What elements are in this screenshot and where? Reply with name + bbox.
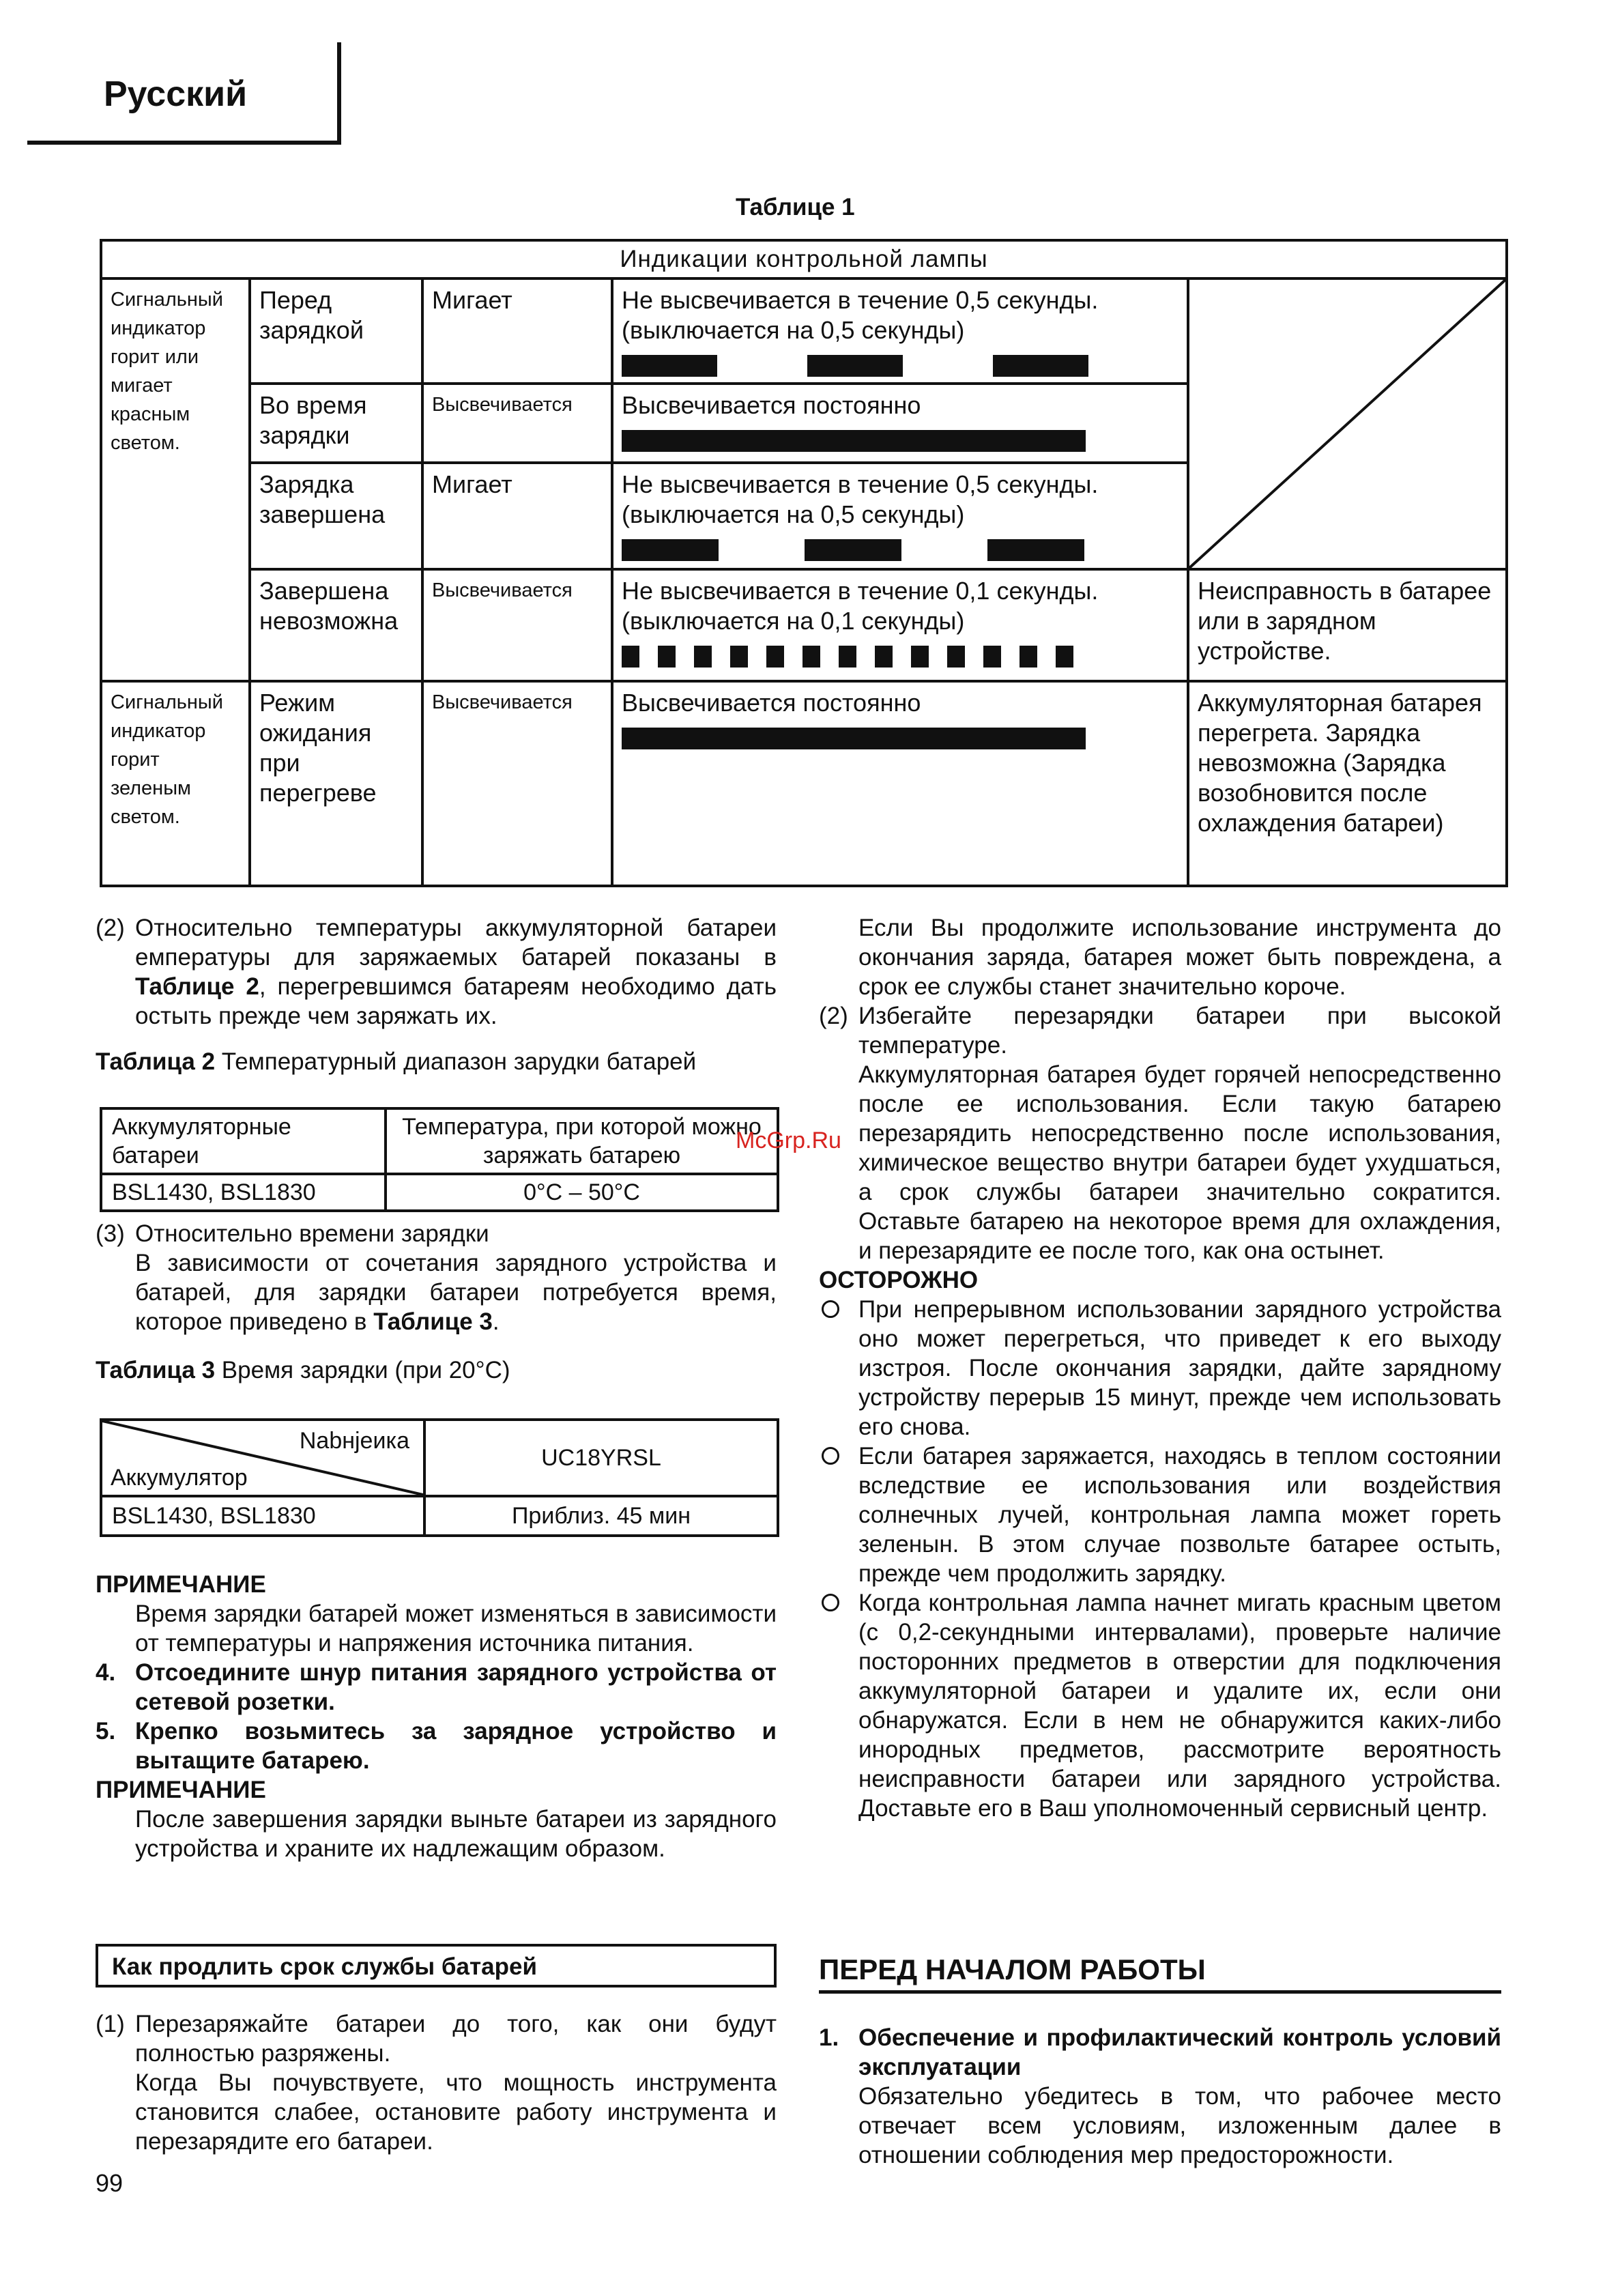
table3-caption-text: Время зарядки (при 20°C) [215, 1357, 510, 1383]
item-text: Относительно температуры аккумуляторной батареи емпературы для заряжаемых батарей показаны в [135, 915, 777, 971]
item-text: Перезаряжайте батареи до того, как они будут полностью разряжены. [135, 2011, 777, 2067]
left-column-mid [96, 1219, 777, 1385]
table-row [101, 1420, 778, 1496]
tab-underline [27, 141, 341, 145]
phase-cell: Зарядка завершена [250, 463, 422, 569]
step-item [96, 1658, 777, 1717]
page-number: 99 [96, 2169, 124, 2197]
note-text: Время зарядки батарей может изменяться в зависимости от температуры и напряжения источника питания. [135, 1601, 777, 1656]
table3-caption [96, 1355, 777, 1385]
blink-pattern-bars [622, 355, 1179, 377]
table-cell: Приблиз. 45 мин [424, 1496, 778, 1536]
table-cell: 0°C – 50°C [386, 1174, 778, 1211]
item-number: (1) [96, 2011, 125, 2037]
left-column-tips [96, 2009, 777, 2156]
phase-cell: Завершена невозможна [250, 569, 422, 681]
item-text-part: . [492, 1308, 500, 1335]
note-cell: Аккумуляторная батарея перегрета. Зарядка невозможна (Зарядка возобновится после охлаждения батареи) [1188, 681, 1507, 886]
fast-blink-pattern-bars [622, 646, 1179, 668]
item-text: Аккумуляторная батарея будет горячей непосредственно после ее использования. Если такую батарею перезарядить непосредственно после использования, химическое вещество внутри батареи будет ухудшаться, а срок службы батареи значительно сократится. Оставьте батарею на некоторое время для охлаждения, и перезарядите ее после того, как она остынет. [858, 1061, 1501, 1264]
pattern-bar [911, 646, 929, 668]
table-corner-cell [101, 1420, 424, 1496]
note-title: ПРИМЕЧАНИЕ [96, 1777, 266, 1803]
table-cell: BSL1430, BSL1830 [101, 1496, 424, 1536]
phase-cell: Во время зарядки [250, 384, 422, 463]
pattern-bar [622, 728, 1086, 749]
pattern-bar [1056, 646, 1073, 668]
solid-pattern-bar [622, 728, 1179, 749]
red-group-label: Сигнальный индикатор горит или мигает красным светом. [101, 278, 250, 681]
list-item [819, 1001, 1501, 1265]
table3-caption-label: Таблица 3 [96, 1357, 216, 1383]
pattern-bar [805, 539, 901, 561]
description-text: Не высвечивается в течение 0,5 секунды. (выключается на 0,5 секунды) [622, 286, 1099, 344]
table-row [101, 278, 1507, 384]
section-item-title: Обеспечение и профилактический контроль условий эксплуатации [858, 2024, 1501, 2080]
indicator-table [100, 239, 1508, 887]
phase-cell: Режим ожидания при перегреве [250, 681, 422, 886]
left-column-top [96, 913, 777, 1076]
caution-bullet [819, 1441, 1501, 1588]
battery-life-box [96, 1944, 777, 1988]
bullet-text: Когда контрольная лампа начнет мигать красным цветом (с 0,2-секундными интервалами), проверьте наличие посторонних предметов в отверстии для подключения аккумуляторной батареи и удалите их, если они обнаружатся. Если в нем не обнаружится каких-либо инородных предметов, рассмотрите вероятность неисправности батареи или зарядного устройства. Доставьте его в Ваш уполномоченный сервисный центр. [858, 1590, 1501, 1822]
item-number: (2) [819, 1003, 848, 1029]
description-text: Высвечивается постоянно [622, 391, 921, 419]
table-reference: Таблице 2 [135, 973, 259, 1000]
table-row [101, 1496, 778, 1536]
step-text: Отсоедините шнур питания зарядного устройства от сетевой розетки. [135, 1659, 777, 1715]
lamp-state-cell: Мигает [422, 278, 612, 384]
charge-time-table [100, 1418, 779, 1537]
note-title: ПРИМЕЧАНИЕ [96, 1571, 266, 1598]
section-item-text: Обязательно убедитесь в том, что рабочее место отвечает всем условиям, изложенным далее в отношении соблюдения мер предосторожности. [858, 2083, 1501, 2168]
watermark: McGrp.Ru [736, 1128, 841, 1153]
diagonal-line [1189, 280, 1505, 568]
pattern-bar [622, 646, 639, 668]
note-text: После завершения зарядки выньте батареи из зарядного устройства и храните их надлежащим образом. [135, 1806, 777, 1862]
list-item [96, 1219, 777, 1336]
pattern-bar [983, 646, 1001, 668]
table-row [101, 681, 1507, 886]
caution-bullet [819, 1295, 1501, 1441]
description-cell [612, 569, 1188, 681]
note-cell: Неисправность в батарее или в зарядном устройстве. [1188, 569, 1507, 681]
lamp-state-cell: Высвечивается [422, 569, 612, 681]
battery-life-heading: Как продлить срок службы батарей [112, 1953, 537, 1980]
pattern-bar [766, 646, 784, 668]
table-header-cell: Температура, при которой можно заряжать батарею [386, 1108, 778, 1174]
circle-bullet-icon [822, 1447, 839, 1465]
temperature-table [100, 1107, 779, 1212]
pattern-bar [622, 430, 1086, 452]
continued-text: Если Вы продолжите использование инструмента до окончания заряда, батарея может быть повреждена, а срок ее службы станет значительно короче. [858, 915, 1501, 1000]
item-text: Избегайте перезарядки батареи при высокой температуре. [858, 1003, 1501, 1059]
pattern-bar [839, 646, 856, 668]
pattern-bar [622, 355, 717, 377]
right-column [819, 913, 1501, 1823]
pattern-bar [694, 646, 712, 668]
language-label: Русский [104, 74, 248, 114]
left-column-notes [96, 1570, 777, 1863]
item-title: Относительно времени зарядки [135, 1220, 489, 1247]
charger-model-cell: UC18YRSL [424, 1420, 778, 1496]
bullet-text: При непрерывном использовании зарядного устройства оно может перегреться, что приведет к его выходу изстроя. После окончания зарядки, дайте зарядному устройству перерыв 15 минут, прежде чем использовать его снова. [858, 1296, 1501, 1440]
table-header-cell: Аккумуляторные батареи [101, 1108, 386, 1174]
step-number: 5. [96, 1718, 116, 1745]
lamp-state-cell: Высвечивается [422, 384, 612, 463]
corner-top-label: Nаbнjeика [299, 1428, 409, 1454]
pattern-bar [987, 539, 1084, 561]
tab-rule [337, 42, 341, 145]
table2-caption-label: Таблица 2 [96, 1048, 216, 1075]
table-row [101, 569, 1507, 681]
pattern-bar [803, 646, 820, 668]
circle-bullet-icon [822, 1594, 839, 1611]
caution-title: ОСТОРОЖНО [819, 1267, 979, 1293]
item-text: Когда Вы почувствуете, что мощность инструмента становится слабее, остановите работу инструмента и перезарядите его батареи. [135, 2069, 777, 2155]
table2-caption [96, 1047, 777, 1076]
description-text: Высвечивается постоянно [622, 689, 921, 717]
step-number: 4. [96, 1659, 116, 1686]
item-text-part: В зависимости от сочетания зарядного устройства и батарей, для зарядки батареи потребуется время, которое приведено в [135, 1250, 777, 1335]
pattern-bar [993, 355, 1088, 377]
pattern-bar [622, 539, 719, 561]
table-row [101, 1108, 778, 1174]
lamp-state-cell: Высвечивается [422, 681, 612, 886]
description-cell [612, 681, 1188, 886]
description-text: Не высвечивается в течение 0,1 секунды. (выключается на 0,1 секунды) [622, 577, 1099, 635]
table-row [101, 1174, 778, 1211]
bullet-text: Если батарея заряжается, находясь в теплом состоянии вследствие ее использования или воздействия солнечных лучей, контрольная лампа может гореть зеленын. В этом случае позвольте батарее остыть, прежде чем продолжить зарядку. [858, 1443, 1501, 1587]
step-text: Крепко возьмитесь за зарядное устройство и вытащите батарею. [135, 1718, 777, 1774]
language-tab [27, 42, 341, 145]
list-item [96, 913, 777, 1031]
description-cell [612, 384, 1188, 463]
section-item [819, 2023, 1501, 2170]
pattern-bar [1020, 646, 1037, 668]
pattern-bar [807, 355, 903, 377]
lamp-state-cell: Мигает [422, 463, 612, 569]
item-text: , перегревшимся батареям необходимо дать остыть прежде чем заряжать их. [135, 973, 777, 1029]
table2-caption-text: Температурный диапазон зарудки батарей [215, 1048, 697, 1075]
item-number: (2) [96, 915, 125, 941]
phase-cell: Перед зарядкой [250, 278, 422, 384]
pattern-bar [658, 646, 676, 668]
item-text [135, 1248, 777, 1336]
right-column-section [819, 2023, 1501, 2170]
table-reference: Таблице 3 [373, 1308, 493, 1335]
indicator-table-header: Индикации контрольной лампы [101, 240, 1507, 278]
caution-bullet [819, 1588, 1501, 1823]
blink-pattern-bars [622, 539, 1179, 561]
section-item-number: 1. [819, 2024, 839, 2051]
description-cell [612, 463, 1188, 569]
table-cell: BSL1430, BSL1830 [101, 1174, 386, 1211]
solid-pattern-bar [622, 430, 1179, 452]
item-number: (3) [96, 1220, 125, 1247]
section-heading: ПЕРЕД НАЧАЛОМ РАБОТЫ [819, 1953, 1501, 1994]
pattern-bar [947, 646, 965, 668]
pattern-bar [875, 646, 893, 668]
description-text: Не высвечивается в течение 0,5 секунды. (выключается на 0,5 секунды) [622, 470, 1099, 528]
empty-note-cell [1188, 278, 1507, 569]
table1-caption: Таблице 1 [736, 194, 855, 220]
green-group-label: Сигнальный индикатор горит зеленым светом. [101, 681, 250, 886]
step-item [96, 1717, 777, 1775]
pattern-bar [730, 646, 748, 668]
corner-bottom-label: Аккумулятор [111, 1465, 248, 1491]
list-item [96, 2009, 777, 2156]
description-cell [612, 278, 1188, 384]
circle-bullet-icon [822, 1300, 839, 1318]
